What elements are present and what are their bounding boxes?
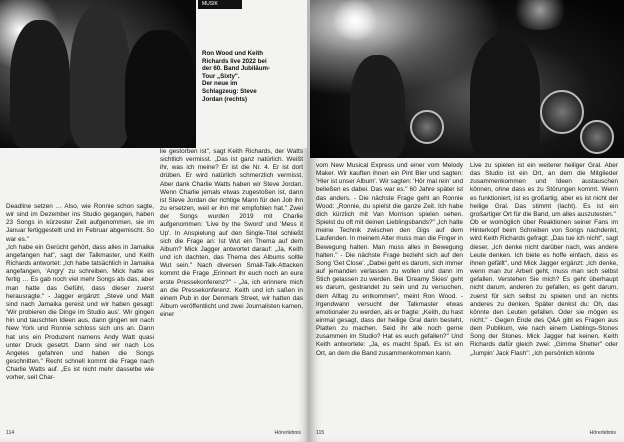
right-page [310,0,624,442]
page-number-right: 115 [316,430,325,436]
page-number-left: 114 [6,430,15,436]
article-column-4: Live zu spielen ist ein weiterer heiliger Gral. Aber das Studio ist ein Ort, an dem die Mitglieder zusammenkommen und Ideen austauschen können, ohne dass es zu Störungen kommt. Wenn es funktioniert, ist es großartig, aber es ist nicht der heilige Gral. Das stimmt (lacht). Es ist ein großartiger Ort für die Band, um alles auszutesten." Ob er womöglich über Reaktionen seiner Fans im Hinterkopf beim Schreiben von Songs nachdenkt, wird Keith Richards gefragt: „Das tue ich nicht", sagt dieser, „Ich denke nicht darüber nach, was andere Leute denken. Ich biete es hoffe einfach, dass es ihnen gefällt", und Mick Jagger ergänzt: „Ich denke, wenn man zur Arbeit geht, muss man sich selbst gefallen. Verstehen Sie mich? Es geht überhaupt nicht darum, anderen zu gefallen, es geht darum, zuerst für sich selbst zu spielen und an nichts anderes zu denken. Später denkst du: Oh, das könnte den Leuten gefallen. Oder sie mögen es nicht." - Gegen Ende des Q&A gibt es Fragen aus dem Publikum, wie nach einem Lieblings-Stones Song der Stones. Mick Jagger hat keinen. Keith Richards dafür gleich zwei: „Gimme Shelter" oder „Jumpin' Jack Flash": „Ich persönlich könnte [470,162,618,357]
concert-photo-right [310,0,624,158]
photo-caption: Ron Wood und Keith Richards live 2022 bei der 60. Band Jubiläum- Tour „Sixty". Der neue im Schlagzeug: Steve Jordan (rechts) [202,50,271,103]
article-column-3: vom New Musical Express und einer vom Melody Maker. Wir kauften ihnen ein Pint Bier und sagten: 'Hier ist unser Album'. Wir sagten: 'Hör mal rein' und beließen es dabei. Das war es." 60 Jahre später ist das anders. - Die nächste Frage geht an Ronnie Wood: „Ronnie, du spielst die ganze Zeit. Ich habe dich kürzlich mit Van Morrison spielen sehen. Spielst du oft mit deinen Lieblingsbands?" „Ich halte meine Technik zwischen den Gigs auf dem Laufenden. In meinem Alter muss man die Finger in Bewegung halten. Man muss alles in Bewegung halten." - Die nächste Frage bezieht sich auf den Song 'Get Close'. „Dabei geht es darum, sich immer auf jemanden verlassen zu wollen und dann im Stich gelassen zu werden. Bei 'Dreamy Skies' geht es darum, gestrandet zu sein und zu versuchen, dem Alltag zu entkommen", meint Ron Wood. - Irgendwann versucht der Talkmaster etwas emotionaler zu werden, als er fragte: „Keith, du hast einmal gesagt, dass der heilige Gral darin besteht, Platten zu machen. Seid ihr alle noch gerne zusammen im Studio? Hat es euch gefallen?" Und Keith antwortete: „Ja, es macht Spaß. Es ist ein Ort, an dem die Band zusammenkommen kann. [316,162,463,357]
photo-caption-box [196,0,309,148]
footer-title-right: Hörerlebnis [589,430,616,436]
footer-title-left: Hörerlebnis [274,430,301,436]
article-column-1: Deadline setzen … Also, wie Ronnie schon sagte, wir sind im Dezember ins Studio gegangen, haben 23 Songs in kürzester Zeit aufgenommen, sie im Januar fertiggestellt und im Februar abgemischt. So war es." „Ich habe ein Gerücht gehört, dass alles in Jamaika angefangen hat", sagt der Talkmaster, und Keith Richards antwortet: „Ich habe tatsächlich in Jamaika angefangen, 'Angry' zu schreiben. Mick hatte es fertig … Es gab noch viel mehr Songs als das, aber man hatte das Gefühl, dass dieser zuerst herausragte." - Jagger ergänzt: „Steve und Matt sind nach Jamaika gereist und wir haben gesagt: 'Wir probieren die Dinge im Studio aus'. Wir gingen hin und tauschten Ideen aus, dann gingen wir nach New York und Ronnie schloss sich uns an. Dann hat uns ein Produzent namens Andy Watt quasi unter Druck gesetzt. Dann sind wir nach Los Angeles gefahren und haben die Songs geschnitten." Recht schnell kommt die Frage nach Charlie Watts auf. „Es ist nicht mehr dasselbe wie vorher, seit Char- [6,203,154,382]
concert-photo-left [0,0,196,148]
article-column-2: lie gestorben ist", sagt Keith Richards, der Watts sichtlich vermisst. „Das ist ganz natürlich. Weißt ihr, was ich meine? Er ist die Nr. 4. Er ist dort drüben. Er wird natürlich schmerzlich vermisst. Aber dank Charlie Watts haben wir Steve Jordan. Wenn Charlie jemals etwas zugestoßen ist, dann ist Steve Jordan der richtige Mann für den Job ihn zu ersetzen, weil er ihn mir empfohlen hat." Zwei der Songs wurden 2019 mit Charlie aufgenommen: 'Live by the Sword' und 'Mess it Up'. In Anspielung auf den Single-Titel schließt sich die Frage an: Ist Wut ein Thema auf dem Album? Mick Jagger antwortet darauf: „Ja, Keith und ich dachten, das Thema des Albums sollte Wut sein." Nach diversen Small-Talk-Attacken kommt die Frage „Erinnert ihr euch noch an eure erste Pressekonferenz?" - „Ja, ich erinnere mich an die Pressekonferenz. Keith und ich saßen in einem Pub in der Denmark Street, wir hatten das Album veröffentlicht und zwei Journalisten kamen, einer [160,148,303,319]
left-page [0,0,309,442]
section-tag: MUSIK [198,0,242,9]
